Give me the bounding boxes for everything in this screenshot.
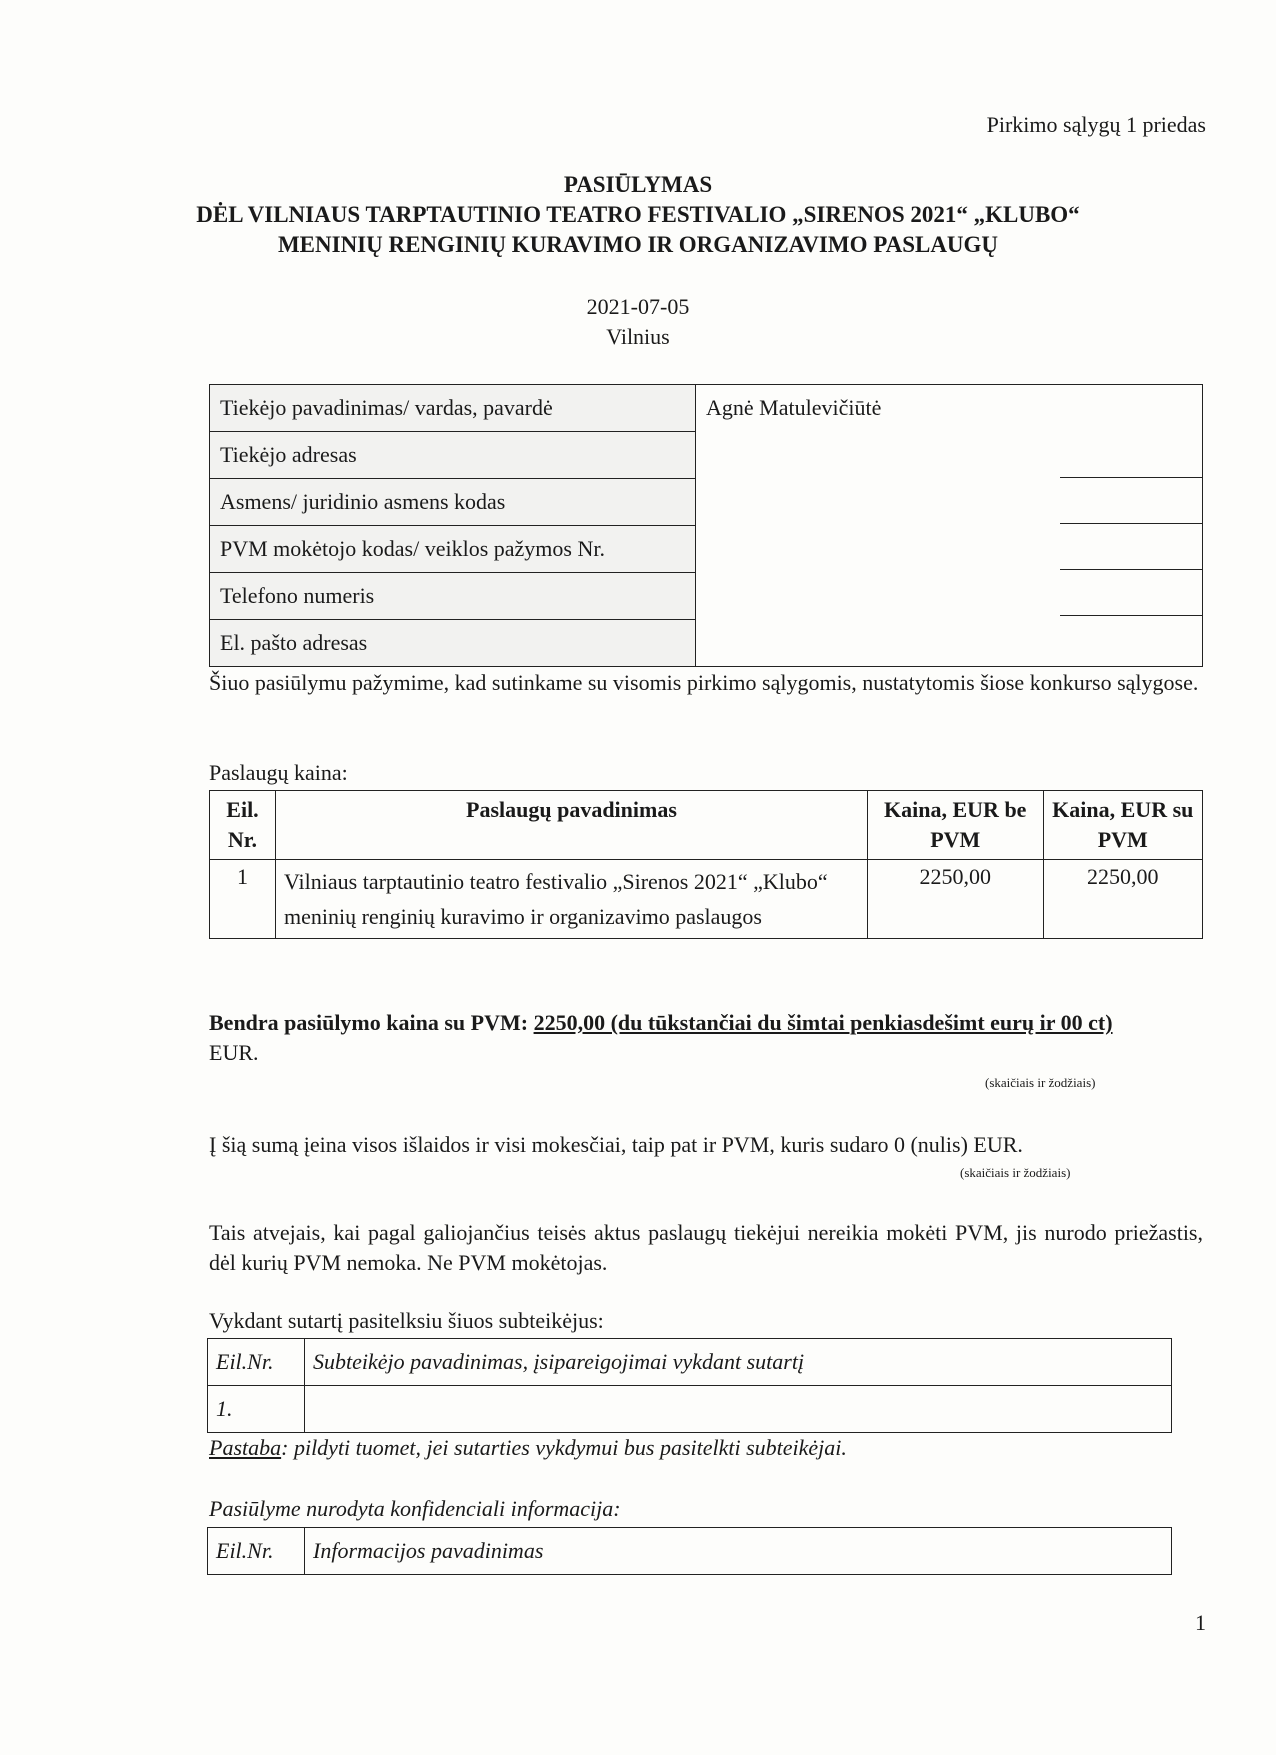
supplier-row: [210, 432, 1203, 479]
note-label: Pastaba: [209, 1435, 282, 1460]
vat-hint: (skaičiais ir žodžiais): [960, 1165, 1071, 1180]
row-nr: 1: [210, 860, 276, 939]
fill-line: [1060, 523, 1202, 524]
page-number: 1: [1195, 1610, 1206, 1635]
title-line-3: MENINIŲ RENGINIŲ KURAVIMO IR ORGANIZAVIMO PASLAUGŲ: [277, 232, 999, 257]
supplier-address-value[interactable]: [696, 432, 1203, 479]
sub-col-nr: Eil.Nr.: [208, 1339, 305, 1386]
conf-col-name: Informacijos pavadinimas: [305, 1528, 1172, 1575]
row-price-excl: 2250,00: [867, 860, 1043, 939]
col-header-name: Paslaugų pavadinimas: [275, 791, 867, 860]
fill-line: [1060, 477, 1202, 478]
table-row: [208, 1386, 1172, 1433]
supplier-row: [210, 479, 1203, 526]
supplier-code-label: Asmens/ juridinio asmens kodas: [210, 479, 696, 526]
supplier-row: [210, 526, 1203, 573]
total-label: Bendra pasiūlymo kaina su PVM:: [209, 1010, 529, 1035]
confidential-table: [207, 1527, 1172, 1575]
fill-line: [1060, 569, 1202, 570]
total-hint: (skaičiais ir žodžiais): [985, 1075, 1096, 1090]
price-heading: Paslaugų kaina:: [209, 760, 348, 785]
subcontractors-heading: Vykdant sutartį pasitelksiu šiuos subteikėjus:: [209, 1308, 604, 1333]
row-price-incl: 2250,00: [1043, 860, 1202, 939]
subcontractors-note: [209, 1435, 847, 1461]
title-line-2: DĖL VILNIAUS TARPTAUTINIO TEATRO FESTIVALIO „SIRENOS 2021“ „KLUBO“: [196, 202, 1080, 227]
supplier-row: [210, 573, 1203, 620]
col-header-price-incl: Kaina, EUR su PVM: [1043, 791, 1202, 860]
sub-row-nr: 1.: [208, 1386, 305, 1433]
doc-place: Vilnius: [606, 324, 670, 349]
confidential-heading: Pasiūlyme nurodyta konfidenciali informacija:: [209, 1496, 621, 1521]
supplier-address-label: Tiekėjo adresas: [210, 432, 696, 479]
doc-date: 2021-07-05: [586, 294, 690, 319]
supplier-name-value[interactable]: Agnė Matulevičiūtė: [696, 385, 1203, 432]
doc-title: [0, 170, 1276, 260]
supplier-row: [210, 620, 1203, 667]
table-row: [210, 860, 1203, 939]
supplier-vat-value[interactable]: [696, 526, 1203, 573]
supplier-phone-value[interactable]: [696, 573, 1203, 620]
annex-label: Pirkimo sąlygų 1 priedas: [986, 112, 1206, 137]
sub-col-name: Subteikėjo pavadinimas, įsipareigojimai vykdant sutartį: [305, 1339, 1172, 1386]
conf-col-nr: Eil.Nr.: [208, 1528, 305, 1575]
supplier-email-label: El. pašto adresas: [210, 620, 696, 667]
supplier-vat-label: PVM mokėtojo kodas/ veiklos pažymos Nr.: [210, 526, 696, 573]
supplier-email-value[interactable]: [696, 620, 1203, 667]
price-table: [209, 790, 1203, 939]
title-line-1: PASIŪLYMAS: [563, 172, 713, 197]
row-service-name: Vilniaus tarptautinio teatro festivalio „Sirenos 2021“ „Klubo“ meninių renginių kuravimo ir organizavimo paslaugos: [275, 860, 867, 939]
vat-reason: Tais atvejais, kai pagal galiojančius teisės aktus paslaugų tiekėjui nereikia mokėti PVM, jis nurodo priežastis, dėl kurių PVM nemoka. Ne PVM mokėtojas.: [209, 1220, 1203, 1275]
supplier-table: [209, 384, 1203, 667]
vat-text: Į šią sumą įeina visos išlaidos ir visi mokesčiai, taip pat ir PVM, kuris sudaro 0 (nulis) EUR.: [209, 1132, 1023, 1157]
table-row: [208, 1528, 1172, 1575]
table-row: [208, 1339, 1172, 1386]
col-header-nr: Eil. Nr.: [210, 791, 276, 860]
note-text: : pildyti tuomet, jei sutarties vykdymui bus pasitelkti subteikėjai.: [281, 1435, 847, 1460]
price-header-row: [210, 791, 1203, 860]
supplier-phone-label: Telefono numeris: [210, 573, 696, 620]
agreement-text: Šiuo pasiūlymu pažymime, kad sutinkame su visomis pirkimo sąlygomis, nustatytomis šiose konkurso sąlygose.: [209, 670, 1199, 695]
total-currency: EUR.: [209, 1040, 259, 1065]
supplier-name-label: Tiekėjo pavadinimas/ vardas, pavardė: [210, 385, 696, 432]
subcontractors-table: [207, 1338, 1172, 1433]
fill-line: [1060, 615, 1202, 616]
col-header-price-excl: Kaina, EUR be PVM: [867, 791, 1043, 860]
total-value: 2250,00 (du tūkstančiai du šimtai penkiasdešimt eurų ir 00 ct): [533, 1010, 1113, 1035]
total-block: [209, 1008, 1203, 1068]
supplier-row: [210, 385, 1203, 432]
supplier-code-value[interactable]: [696, 479, 1203, 526]
sub-row-name[interactable]: [305, 1386, 1172, 1433]
